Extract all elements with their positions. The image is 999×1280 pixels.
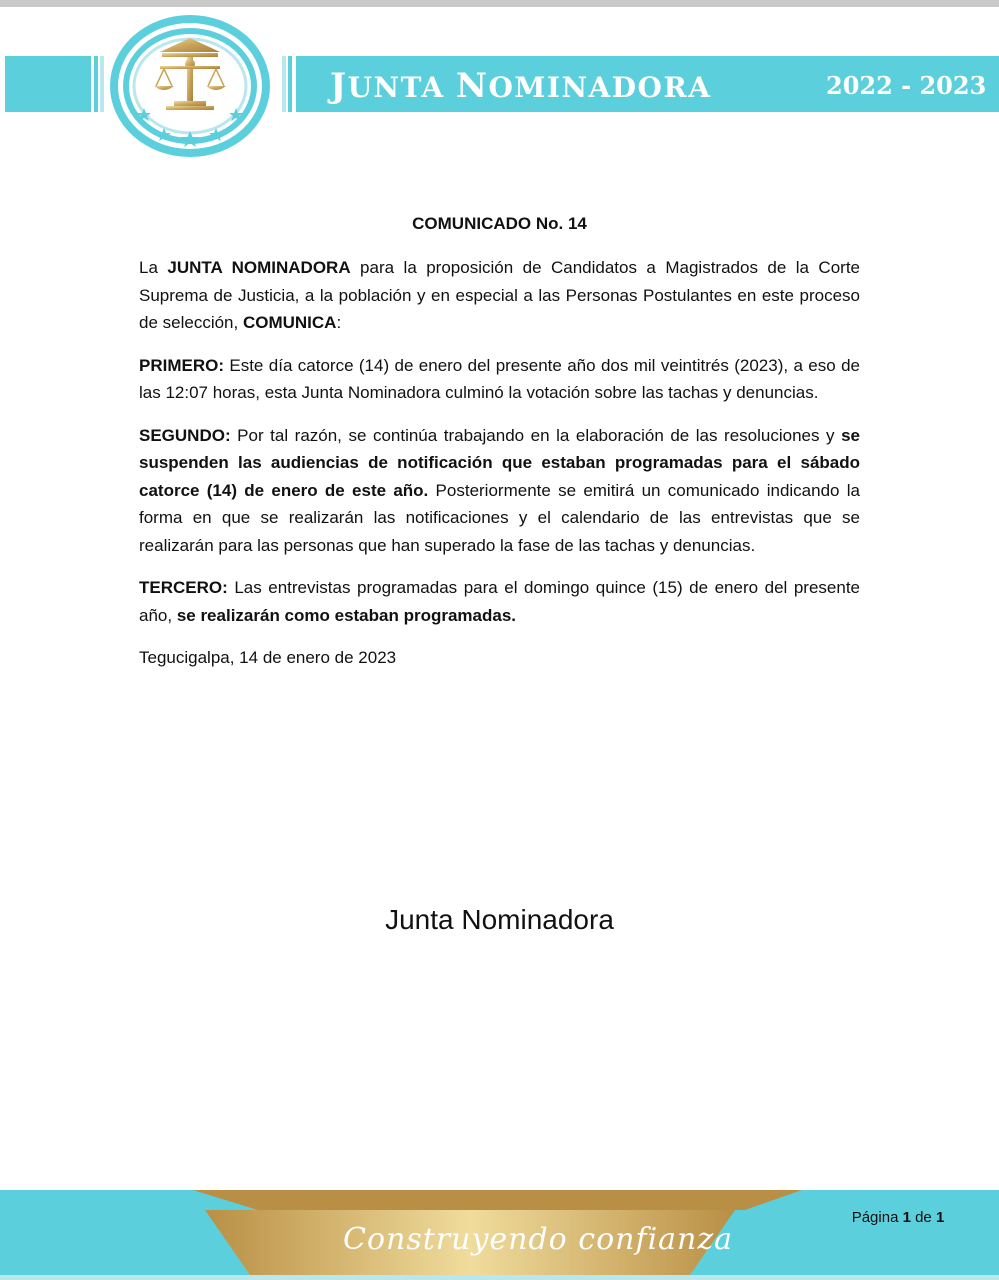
header-band-strip	[288, 56, 292, 112]
header-band-strip	[100, 56, 104, 112]
footer-motto: Construyendo confianza	[343, 1222, 734, 1257]
tercero-paragraph: TERCERO: Las entrevistas programadas para el domingo quince (15) de enero del presente año, se realizarán como estaban programadas.	[139, 578, 860, 625]
top-border	[0, 0, 999, 7]
signature: Junta Nominadora	[385, 904, 614, 935]
header-years: 2022 - 2023	[826, 71, 987, 100]
header-band-strip	[282, 56, 286, 112]
header-band-strip	[94, 56, 98, 112]
document-body	[139, 210, 860, 672]
header-title: JUNTA NOMINADORA	[330, 66, 712, 106]
logo-emblem	[108, 14, 273, 158]
intro-paragraph: La JUNTA NOMINADORA para la proposición de Candidatos a Magistrados de la Corte Suprema de Justicia, a la población y en especial a las Personas Postulantes en este proceso de selección, COMUNICA:	[139, 258, 861, 332]
place-date: Tegucigalpa, 14 de enero de 2023	[139, 648, 397, 667]
document-title: COMUNICADO No. 14	[412, 214, 587, 233]
primero-paragraph: PRIMERO: Este día catorce (14) de enero del presente año dos mil veintitrés (2023), a eso de las 12:07 horas, esta Junta Nominadora culminó la votación sobre las tachas y denuncias.	[139, 355, 860, 402]
page-number: Página 1 de 1	[851, 1209, 945, 1226]
header-band-left	[5, 56, 91, 112]
segundo-paragraph: SEGUNDO: Por tal razón, se continúa trabajando en la elaboración de las resoluciones y se suspenden las audiencias de notificación que estaban programadas para el sábado catorce (14) de enero de este año. Posteriormente se emitirá un comunicado indicando la forma en que se realizarán las notificaciones y el calendario de las entrevistas que se realizarán para las personas que han superado la fase de las tachas y denuncias.	[139, 425, 860, 555]
